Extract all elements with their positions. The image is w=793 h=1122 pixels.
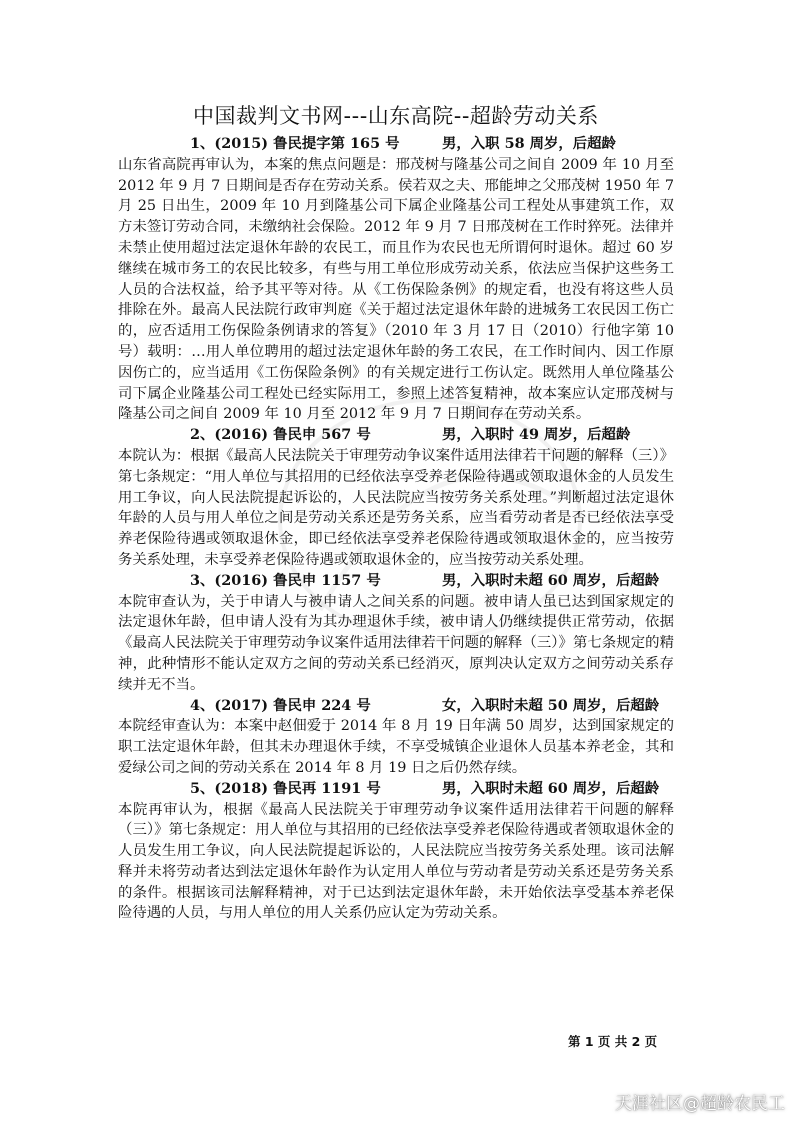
case-heading	[118, 571, 674, 592]
case-2	[118, 425, 674, 571]
case-info: 女，入职时未超 50 周岁，后超龄	[442, 696, 660, 714]
case-3	[118, 571, 674, 696]
case-body: 本院认为：根据《最高人民法院关于审理劳动争议案件适用法律若干问题的解释（三）》第七条规定：“用人单位与其招用的已经依法享受养老保险待遇或领取退休金的人员发生用工争议，向人民法院提起诉讼的，人民法院应当按劳务关系处理。”判断超过法定退休年龄的人员与用人单位之间是劳动关系还是劳务关系，应当看劳动者是否已经依法享受养老保险待遇或领取退休金，即已经依法享受养老保险待遇或领取退休金的，应当按劳务关系处理，未享受养老保险待遇或领取退休金的，应当按劳动关系处理。	[118, 447, 674, 568]
document-title: 中国裁判文书网---山东高院--超龄劳动关系	[193, 104, 599, 128]
case-number: 4、(2017) 鲁民申 224 号	[190, 696, 371, 714]
case-info: 男，入职时 49 周岁，后超龄	[442, 426, 631, 444]
case-info: 男，入职时未超 60 周岁，后超龄	[442, 779, 660, 797]
case-4	[118, 696, 674, 779]
case-heading	[118, 779, 674, 800]
case-heading	[118, 134, 674, 155]
case-body: 本院审查认为，关于申请人与被申请人之间关系的问题。被申请人虽已达到国家规定的法定退休年龄，但申请人没有为其办理退休手续，被申请人仍继续提供正常劳动，依据《最高人民法院关于审理劳动争议案件适用法律若干问题的解释（三）》第七条规定的精神，此种情形不能认定双方之间的劳动关系已经消灭，原判决认定双方之间劳动关系存续并无不当。	[118, 593, 674, 693]
case-number: 2、(2016) 鲁民申 567 号	[190, 426, 371, 444]
source-watermark: 天涯社区@超龄农民工	[615, 1094, 785, 1114]
case-number: 3、(2016) 鲁民申 1157 号	[190, 571, 381, 589]
page-number-footer: 第 1 页 共 2 页	[568, 1034, 658, 1049]
case-body: 本院经审查认为：本案中赵佃爱于 2014 年 8 月 19 日年满 50 周岁，达到国家规定的职工法定退休年龄，但其未办理退休手续，不享受城镇企业退休人员基本养老金，其和爱绿公司之间的劳动关系在 2014 年 8 月 19 日之后仍然存续。	[118, 718, 674, 776]
case-5	[118, 779, 674, 925]
case-body: 本院再审认为，根据《最高人民法院关于审理劳动争议案件适用法律若干问题的解释（三）》第七条规定：用人单位与其招用的已经依法享受养老保险待遇或者领取退休金的人员发生用工争议，向人民法院提起诉讼的，人民法院应当按劳务关系处理。该司法解释并未将劳动者达到法定退休年龄作为认定用人单位与劳动者是劳动关系还是劳务关系的条件。根据该司法解释精神，对于已达到法定退休年龄，未开始依法享受基本养老保险待遇的人员，与用人单位的用人关系仍应认定为劳动关系。	[118, 801, 674, 922]
case-body: 山东省高院再审认为，本案的焦点问题是：邢茂树与隆基公司之间自 2009 年 10 月至 2012 年 9 月 7 日期间是否存在劳动关系。侯若双之夫、邢能坤之父邢茂树 1950 年 7 月 25 日出生，2009 年 10 月到隆基公司下属企业隆基公司工程处从事建筑工作，双方未签订劳动合同，未缴纳社会保险。2012 年 9 月 7 日邢茂树在工作时猝死。法律并未禁止使用超过法定退休年龄的农民工，而且作为农民也无所谓何时退休。超过 60 岁继续在城市务工的农民比较多，有些与用工单位形成劳动关系，依法应当保护这些务工人员的合法权益，给予其平等对待。从《工伤保险条例》的规定看，也没有将这些人员排除在外。最高人民法院行政审判庭《关于超过法定退休年龄的进城务工农民因工伤亡的，应否适用工伤保险条例请求的答复》（2010 年 3 月 17 日（2010）行他字第 10 号）载明：…用人单位聘用的超过法定退休年龄的务工农民，在工作时间内、因工作原因伤亡的，应当适用《工伤保险条例》的有关规定进行工伤认定。既然用人单位隆基公司下属企业隆基公司工程处已经实际用工，参照上述答复精神，故本案应认定邢茂树与隆基公司之间自 2009 年 10 月至 2012 年 9 月 7 日期间存在劳动关系。	[118, 156, 674, 423]
case-1	[118, 134, 674, 425]
document-content	[118, 100, 674, 924]
case-heading	[118, 696, 674, 717]
case-number: 1、(2015) 鲁民提字第 165 号	[190, 135, 400, 152]
case-heading	[118, 425, 674, 446]
case-info: 男，入职 58 周岁，后超龄	[442, 135, 616, 152]
case-number: 5、(2018) 鲁民再 1191 号	[190, 779, 381, 797]
case-info: 男，入职时未超 60 周岁，后超龄	[442, 571, 660, 589]
